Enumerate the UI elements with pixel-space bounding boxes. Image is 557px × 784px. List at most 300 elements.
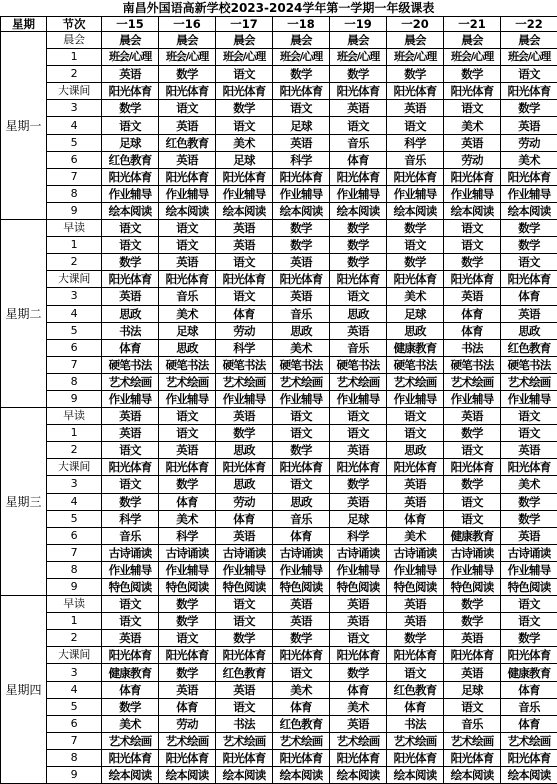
section-label: 晨会: [47, 32, 102, 49]
class-cell: 思政: [159, 339, 216, 356]
class-cell: 数学: [273, 442, 330, 459]
section-label: 大课间: [47, 83, 102, 100]
schedule-row: [1, 476, 557, 493]
class-cell: 音乐: [330, 134, 387, 151]
class-cell: 阳光体育: [216, 647, 273, 664]
class-cell: 体育: [273, 698, 330, 715]
class-cell: 语文: [387, 117, 444, 134]
section-label: 早读: [47, 596, 102, 613]
section-label: 4: [47, 117, 102, 134]
class-cell: 劳动: [444, 151, 501, 168]
class-cell: 英语: [444, 408, 501, 425]
class-cell: 阳光体育: [330, 271, 387, 288]
class-cell: 特色阅读: [102, 579, 159, 596]
class-cell: 数学: [159, 66, 216, 83]
schedule-body: [1, 17, 557, 784]
class-cell: 语文: [102, 613, 159, 630]
class-cell: 艺术绘画: [216, 373, 273, 390]
class-header: 一21: [444, 17, 501, 32]
class-cell: 体育: [102, 339, 159, 356]
class-cell: 绘本阅读: [159, 202, 216, 219]
class-cell: 硬笔书法: [102, 356, 159, 373]
class-cell: 数学: [501, 630, 557, 647]
class-cell: 阳光体育: [216, 271, 273, 288]
class-cell: 语文: [444, 237, 501, 254]
class-cell: 英语: [216, 527, 273, 544]
section-label: 6: [47, 715, 102, 732]
class-cell: 红色教育: [159, 134, 216, 151]
class-cell: 班会/心理: [159, 49, 216, 66]
class-cell: 作业辅导: [102, 185, 159, 202]
class-cell: 作业辅导: [387, 185, 444, 202]
class-cell: 作业辅导: [444, 390, 501, 407]
class-cell: 艺术绘画: [102, 373, 159, 390]
class-cell: 美术: [159, 510, 216, 527]
class-cell: 晨会: [387, 32, 444, 49]
class-cell: 数学: [444, 425, 501, 442]
class-cell: 语文: [216, 698, 273, 715]
class-cell: 数学: [159, 664, 216, 681]
class-cell: 语文: [330, 117, 387, 134]
class-cell: 作业辅导: [216, 185, 273, 202]
class-header: 一17: [216, 17, 273, 32]
class-cell: 数学: [330, 476, 387, 493]
class-cell: 作业辅导: [501, 390, 557, 407]
class-cell: 书法: [216, 715, 273, 732]
section-label: 4: [47, 493, 102, 510]
class-cell: 体育: [501, 288, 557, 305]
class-cell: 数学: [159, 613, 216, 630]
class-cell: 作业辅导: [444, 185, 501, 202]
class-cell: 数学: [273, 66, 330, 83]
class-cell: 绘本阅读: [330, 767, 387, 784]
schedule-row: [1, 647, 557, 664]
class-cell: 绘本阅读: [501, 767, 557, 784]
class-cell: 绘本阅读: [501, 202, 557, 219]
class-cell: 数学: [216, 100, 273, 117]
class-cell: 阳光体育: [501, 749, 557, 766]
class-cell: 作业辅导: [501, 561, 557, 578]
section-label: 5: [47, 322, 102, 339]
section-label: 7: [47, 168, 102, 185]
schedule-row: [1, 425, 557, 442]
class-cell: 语文: [102, 220, 159, 237]
class-cell: 语文: [102, 476, 159, 493]
class-cell: 阳光体育: [387, 168, 444, 185]
schedule-row: [1, 510, 557, 527]
section-label: 6: [47, 527, 102, 544]
class-cell: 班会/心理: [387, 49, 444, 66]
class-cell: 语文: [444, 220, 501, 237]
class-cell: 数学: [501, 220, 557, 237]
class-cell: 绘本阅读: [444, 202, 501, 219]
schedule-row: [1, 254, 557, 271]
class-cell: 古诗诵读: [444, 544, 501, 561]
class-cell: 阳光体育: [102, 168, 159, 185]
class-cell: 阳光体育: [102, 647, 159, 664]
class-cell: 体育: [387, 510, 444, 527]
schedule-row: [1, 373, 557, 390]
class-cell: 阳光体育: [216, 749, 273, 766]
schedule-row: [1, 168, 557, 185]
class-cell: 语文: [444, 493, 501, 510]
class-cell: 思政: [216, 442, 273, 459]
class-cell: 阳光体育: [501, 271, 557, 288]
class-cell: 英语: [102, 66, 159, 83]
class-cell: 书法: [387, 715, 444, 732]
class-cell: 阳光体育: [102, 271, 159, 288]
class-cell: 晨会: [501, 32, 557, 49]
class-cell: 绘本阅读: [444, 767, 501, 784]
class-cell: 作业辅导: [330, 185, 387, 202]
class-cell: 硬笔书法: [387, 356, 444, 373]
class-cell: 英语: [330, 322, 387, 339]
class-cell: 阳光体育: [273, 459, 330, 476]
class-cell: 阳光体育: [216, 83, 273, 100]
class-cell: 语文: [102, 117, 159, 134]
class-cell: 英语: [159, 681, 216, 698]
class-cell: 阳光体育: [273, 647, 330, 664]
class-cell: 古诗诵读: [273, 544, 330, 561]
class-cell: 美术: [387, 288, 444, 305]
class-cell: 阳光体育: [387, 749, 444, 766]
schedule-row: [1, 237, 557, 254]
class-cell: 科学: [102, 510, 159, 527]
class-cell: 红色教育: [216, 664, 273, 681]
class-cell: 数学: [387, 254, 444, 271]
class-cell: 数学: [102, 100, 159, 117]
class-cell: 数学: [330, 237, 387, 254]
class-cell: 语文: [159, 237, 216, 254]
class-cell: 思政: [273, 322, 330, 339]
class-cell: 数学: [216, 630, 273, 647]
section-label: 5: [47, 698, 102, 715]
class-cell: 红色教育: [273, 715, 330, 732]
schedule-row: [1, 117, 557, 134]
section-label: 大课间: [47, 271, 102, 288]
class-cell: 美术: [273, 339, 330, 356]
class-cell: 阳光体育: [102, 749, 159, 766]
class-cell: 英语: [216, 237, 273, 254]
class-cell: 数学: [387, 220, 444, 237]
class-header: 一15: [102, 17, 159, 32]
section-label: 9: [47, 390, 102, 407]
class-cell: 绘本阅读: [216, 202, 273, 219]
class-cell: 英语: [273, 134, 330, 151]
section-label: 3: [47, 100, 102, 117]
class-cell: 数学: [387, 66, 444, 83]
schedule-row: [1, 66, 557, 83]
class-cell: 语文: [330, 630, 387, 647]
class-cell: 语文: [330, 288, 387, 305]
schedule-row: [1, 339, 557, 356]
class-cell: 音乐: [273, 510, 330, 527]
class-cell: 英语: [501, 442, 557, 459]
class-cell: 硬笔书法: [330, 356, 387, 373]
class-cell: 健康教育: [387, 339, 444, 356]
class-cell: 晨会: [216, 32, 273, 49]
class-cell: 阳光体育: [444, 83, 501, 100]
class-cell: 绘本阅读: [102, 767, 159, 784]
day-column-header: 星期: [1, 17, 47, 32]
class-cell: 美术: [102, 715, 159, 732]
class-cell: 数学: [102, 493, 159, 510]
class-cell: 艺术绘画: [102, 732, 159, 749]
class-cell: 阳光体育: [387, 459, 444, 476]
class-cell: 晨会: [102, 32, 159, 49]
class-cell: 体育: [159, 698, 216, 715]
class-cell: 书法: [102, 322, 159, 339]
class-cell: 作业辅导: [159, 185, 216, 202]
class-cell: 英语: [444, 630, 501, 647]
class-cell: 绘本阅读: [273, 767, 330, 784]
class-cell: 语文: [273, 100, 330, 117]
class-cell: 古诗诵读: [216, 544, 273, 561]
section-label: 5: [47, 134, 102, 151]
class-cell: 阳光体育: [501, 459, 557, 476]
class-cell: 英语: [387, 493, 444, 510]
section-label: 9: [47, 202, 102, 219]
schedule-row: [1, 459, 557, 476]
schedule-row: [1, 390, 557, 407]
class-cell: 语文: [273, 425, 330, 442]
class-cell: 思政: [330, 305, 387, 322]
class-cell: 阳光体育: [444, 749, 501, 766]
schedule-row: [1, 442, 557, 459]
class-cell: 特色阅读: [159, 579, 216, 596]
class-cell: 班会/心理: [330, 49, 387, 66]
class-cell: 绘本阅读: [273, 202, 330, 219]
section-label: 7: [47, 356, 102, 373]
class-cell: 劳动: [159, 715, 216, 732]
class-cell: 作业辅导: [159, 561, 216, 578]
section-label: 8: [47, 561, 102, 578]
class-header: 一16: [159, 17, 216, 32]
class-cell: 语文: [501, 613, 557, 630]
class-cell: 英语: [330, 596, 387, 613]
class-cell: 数学: [273, 220, 330, 237]
class-cell: 特色阅读: [273, 579, 330, 596]
class-cell: 思政: [102, 305, 159, 322]
class-cell: 体育: [102, 681, 159, 698]
class-cell: 足球: [273, 117, 330, 134]
class-cell: 数学: [330, 254, 387, 271]
class-cell: 阳光体育: [159, 271, 216, 288]
class-cell: 美术: [216, 134, 273, 151]
class-cell: 班会/心理: [216, 49, 273, 66]
class-cell: 语文: [444, 442, 501, 459]
class-cell: 作业辅导: [102, 390, 159, 407]
class-cell: 数学: [501, 510, 557, 527]
class-cell: 足球: [330, 510, 387, 527]
class-cell: 艺术绘画: [330, 373, 387, 390]
class-cell: 科学: [387, 134, 444, 151]
schedule-row: [1, 32, 557, 49]
class-cell: 语文: [501, 425, 557, 442]
class-cell: 阳光体育: [159, 83, 216, 100]
class-cell: 语文: [216, 613, 273, 630]
class-cell: 劳动: [501, 134, 557, 151]
class-header: 一19: [330, 17, 387, 32]
class-cell: 语文: [102, 237, 159, 254]
class-cell: 英语: [102, 408, 159, 425]
class-cell: 艺术绘画: [273, 373, 330, 390]
class-cell: 阳光体育: [330, 647, 387, 664]
class-cell: 数学: [444, 476, 501, 493]
class-cell: 阳光体育: [273, 271, 330, 288]
class-cell: 阳光体育: [444, 271, 501, 288]
class-cell: 晨会: [330, 32, 387, 49]
section-label: 6: [47, 339, 102, 356]
schedule-row: [1, 49, 557, 66]
class-cell: 作业辅导: [273, 185, 330, 202]
section-label: 2: [47, 254, 102, 271]
class-cell: 阳光体育: [330, 459, 387, 476]
class-cell: 体育: [159, 493, 216, 510]
class-cell: 阳光体育: [159, 459, 216, 476]
class-cell: 红色教育: [387, 681, 444, 698]
class-cell: 劳动: [216, 493, 273, 510]
class-cell: 体育: [330, 681, 387, 698]
schedule-row: [1, 596, 557, 613]
schedule-row: [1, 356, 557, 373]
section-label: 4: [47, 681, 102, 698]
class-cell: 足球: [216, 151, 273, 168]
class-cell: 语文: [159, 425, 216, 442]
schedule-row: [1, 715, 557, 732]
class-cell: 阳光体育: [387, 647, 444, 664]
day-label: 星期二: [1, 220, 47, 408]
class-cell: 艺术绘画: [273, 732, 330, 749]
section-label: 大课间: [47, 459, 102, 476]
class-cell: 作业辅导: [216, 561, 273, 578]
class-cell: 音乐: [501, 698, 557, 715]
class-cell: 语文: [216, 117, 273, 134]
section-label: 7: [47, 544, 102, 561]
class-cell: 健康教育: [102, 664, 159, 681]
class-cell: 阳光体育: [330, 83, 387, 100]
schedule-row: [1, 579, 557, 596]
schedule-row: [1, 664, 557, 681]
schedule-row: [1, 493, 557, 510]
section-label: 3: [47, 476, 102, 493]
class-cell: 体育: [273, 527, 330, 544]
class-cell: 英语: [216, 408, 273, 425]
section-label: 1: [47, 613, 102, 630]
class-cell: 阳光体育: [501, 83, 557, 100]
class-cell: 作业辅导: [273, 561, 330, 578]
class-cell: 语文: [330, 425, 387, 442]
class-cell: 英语: [330, 613, 387, 630]
section-label: 2: [47, 66, 102, 83]
class-cell: 阳光体育: [330, 749, 387, 766]
section-label: 5: [47, 510, 102, 527]
class-cell: 美术: [444, 117, 501, 134]
class-cell: 英语: [273, 288, 330, 305]
class-cell: 英语: [273, 596, 330, 613]
class-cell: 红色教育: [102, 151, 159, 168]
class-cell: 数学: [159, 476, 216, 493]
schedule-row: [1, 305, 557, 322]
section-label: 1: [47, 425, 102, 442]
class-cell: 音乐: [159, 288, 216, 305]
class-cell: 红色教育: [501, 339, 557, 356]
class-cell: 硬笔书法: [216, 356, 273, 373]
class-cell: 晨会: [273, 32, 330, 49]
class-cell: 特色阅读: [216, 579, 273, 596]
class-cell: 古诗诵读: [387, 544, 444, 561]
class-cell: 美术: [501, 476, 557, 493]
class-cell: 作业辅导: [102, 561, 159, 578]
class-cell: 英语: [330, 715, 387, 732]
class-cell: 作业辅导: [330, 561, 387, 578]
class-cell: 绘本阅读: [102, 202, 159, 219]
class-cell: 体育: [387, 698, 444, 715]
class-cell: 英语: [387, 476, 444, 493]
section-label: 1: [47, 237, 102, 254]
class-cell: 语文: [501, 254, 557, 271]
class-cell: 阳光体育: [273, 749, 330, 766]
schedule-row: [1, 83, 557, 100]
class-cell: 数学: [330, 66, 387, 83]
schedule-table: [0, 16, 557, 784]
class-cell: 硬笔书法: [501, 356, 557, 373]
class-cell: 阳光体育: [387, 271, 444, 288]
class-cell: 作业辅导: [273, 390, 330, 407]
class-cell: 书法: [444, 339, 501, 356]
schedule-row: [1, 749, 557, 766]
class-cell: 绘本阅读: [216, 767, 273, 784]
day-label: 星期三: [1, 408, 47, 596]
class-cell: 英语: [387, 613, 444, 630]
class-cell: 英语: [273, 613, 330, 630]
class-cell: 语文: [159, 220, 216, 237]
class-cell: 英语: [102, 630, 159, 647]
class-cell: 英语: [444, 288, 501, 305]
class-cell: 科学: [273, 151, 330, 168]
class-cell: 阳光体育: [273, 83, 330, 100]
section-label: 早读: [47, 408, 102, 425]
class-cell: 数学: [330, 220, 387, 237]
day-label: 星期一: [1, 32, 47, 220]
class-cell: 数学: [501, 493, 557, 510]
class-cell: 数学: [444, 254, 501, 271]
class-cell: 音乐: [102, 527, 159, 544]
class-cell: 绘本阅读: [387, 767, 444, 784]
class-cell: 班会/心理: [102, 49, 159, 66]
section-label: 2: [47, 442, 102, 459]
class-cell: 数学: [330, 664, 387, 681]
class-cell: 阳光体育: [159, 168, 216, 185]
class-cell: 艺术绘画: [387, 373, 444, 390]
schedule-row: [1, 134, 557, 151]
class-cell: 足球: [159, 322, 216, 339]
class-cell: 英语: [159, 117, 216, 134]
class-cell: 阳光体育: [444, 168, 501, 185]
class-cell: 数学: [501, 100, 557, 117]
class-cell: 英语: [159, 151, 216, 168]
class-cell: 数学: [159, 596, 216, 613]
section-column-header: 节次: [47, 17, 102, 32]
class-cell: 科学: [216, 339, 273, 356]
class-cell: 英语: [159, 254, 216, 271]
class-cell: 数学: [444, 66, 501, 83]
class-header: 一20: [387, 17, 444, 32]
section-label: 3: [47, 288, 102, 305]
class-cell: 晨会: [159, 32, 216, 49]
schedule-row: [1, 151, 557, 168]
class-cell: 作业辅导: [216, 390, 273, 407]
